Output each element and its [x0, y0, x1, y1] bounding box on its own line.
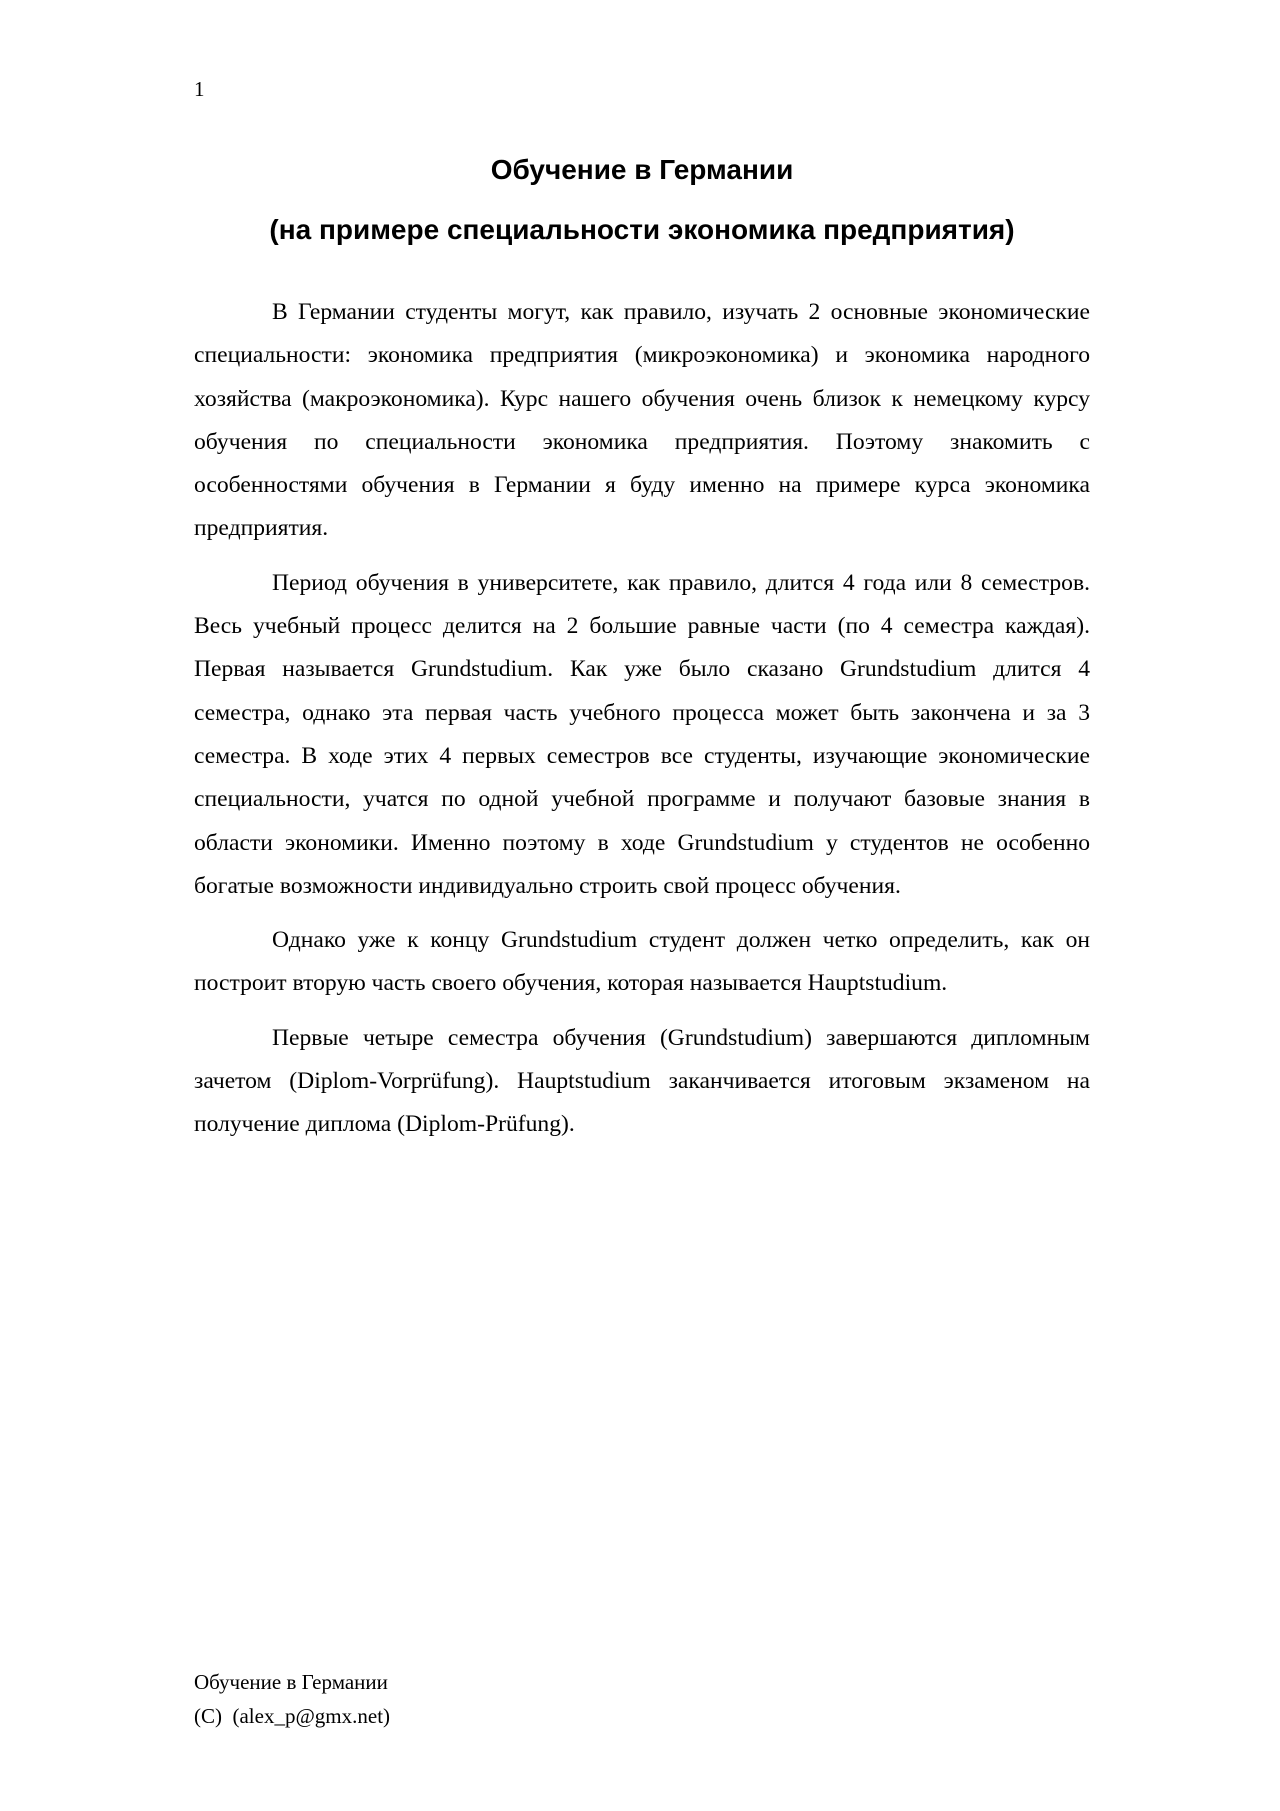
footer-title: Обучение в Германии	[194, 1670, 388, 1694]
paragraph-3: Однако уже к концу Grundstudium студент должен четко определить, как он построит вторую часть своего обучения, которая называется Hauptstudium.	[194, 927, 1090, 997]
paragraph-4: Первые четыре семестра обучения (Grundstudium) завершаются дипломным зачетом (Diplom-Vorprüfung). Hauptstudium заканчивается итоговым экзаменом на получение диплома (Diplom-Prüfung).	[194, 1024, 1090, 1138]
document-subtitle: (на примере специальности экономика предприятия)	[269, 214, 1015, 245]
paragraph-1: В Германии студенты могут, как правило, изучать 2 основные экономические специальности: экономика предприятия (микроэкономика) и экономика народного хозяйства (макроэкономика). Курс нашего обучения очень близок к немецкому курсу обучения по специальности экономика предприятия. Поэтому знакомить с особенностями обучения в Германии я буду именно на примере курса экономика предприятия.	[194, 299, 1090, 542]
document-body	[194, 291, 1090, 1158]
page-footer	[194, 1665, 390, 1733]
footer-copyright: (C) (alex_p@gmx.net)	[194, 1704, 391, 1728]
paragraph-2: Период обучения в университете, как правило, длится 4 года или 8 семестров. Весь учебный процесс делится на 2 большие равные части (по 4 семестра каждая). Первая называется Grundstudium. Как уже было сказано Grundstudium длится 4 семестра, однако эта первая часть учебного процесса может быть закончена и за 3 семестра. В ходе этих 4 первых семестров все студенты, изучающие экономические специальности, учатся по одной учебной программе и получают базовые знания в области экономики. Именно поэтому в ходе Grundstudium у студентов не особенно богатые возможности индивидуально строить свой процесс обучения.	[194, 569, 1090, 899]
page-number: 1	[194, 77, 205, 101]
document-title: Обучение в Германии	[490, 154, 794, 185]
